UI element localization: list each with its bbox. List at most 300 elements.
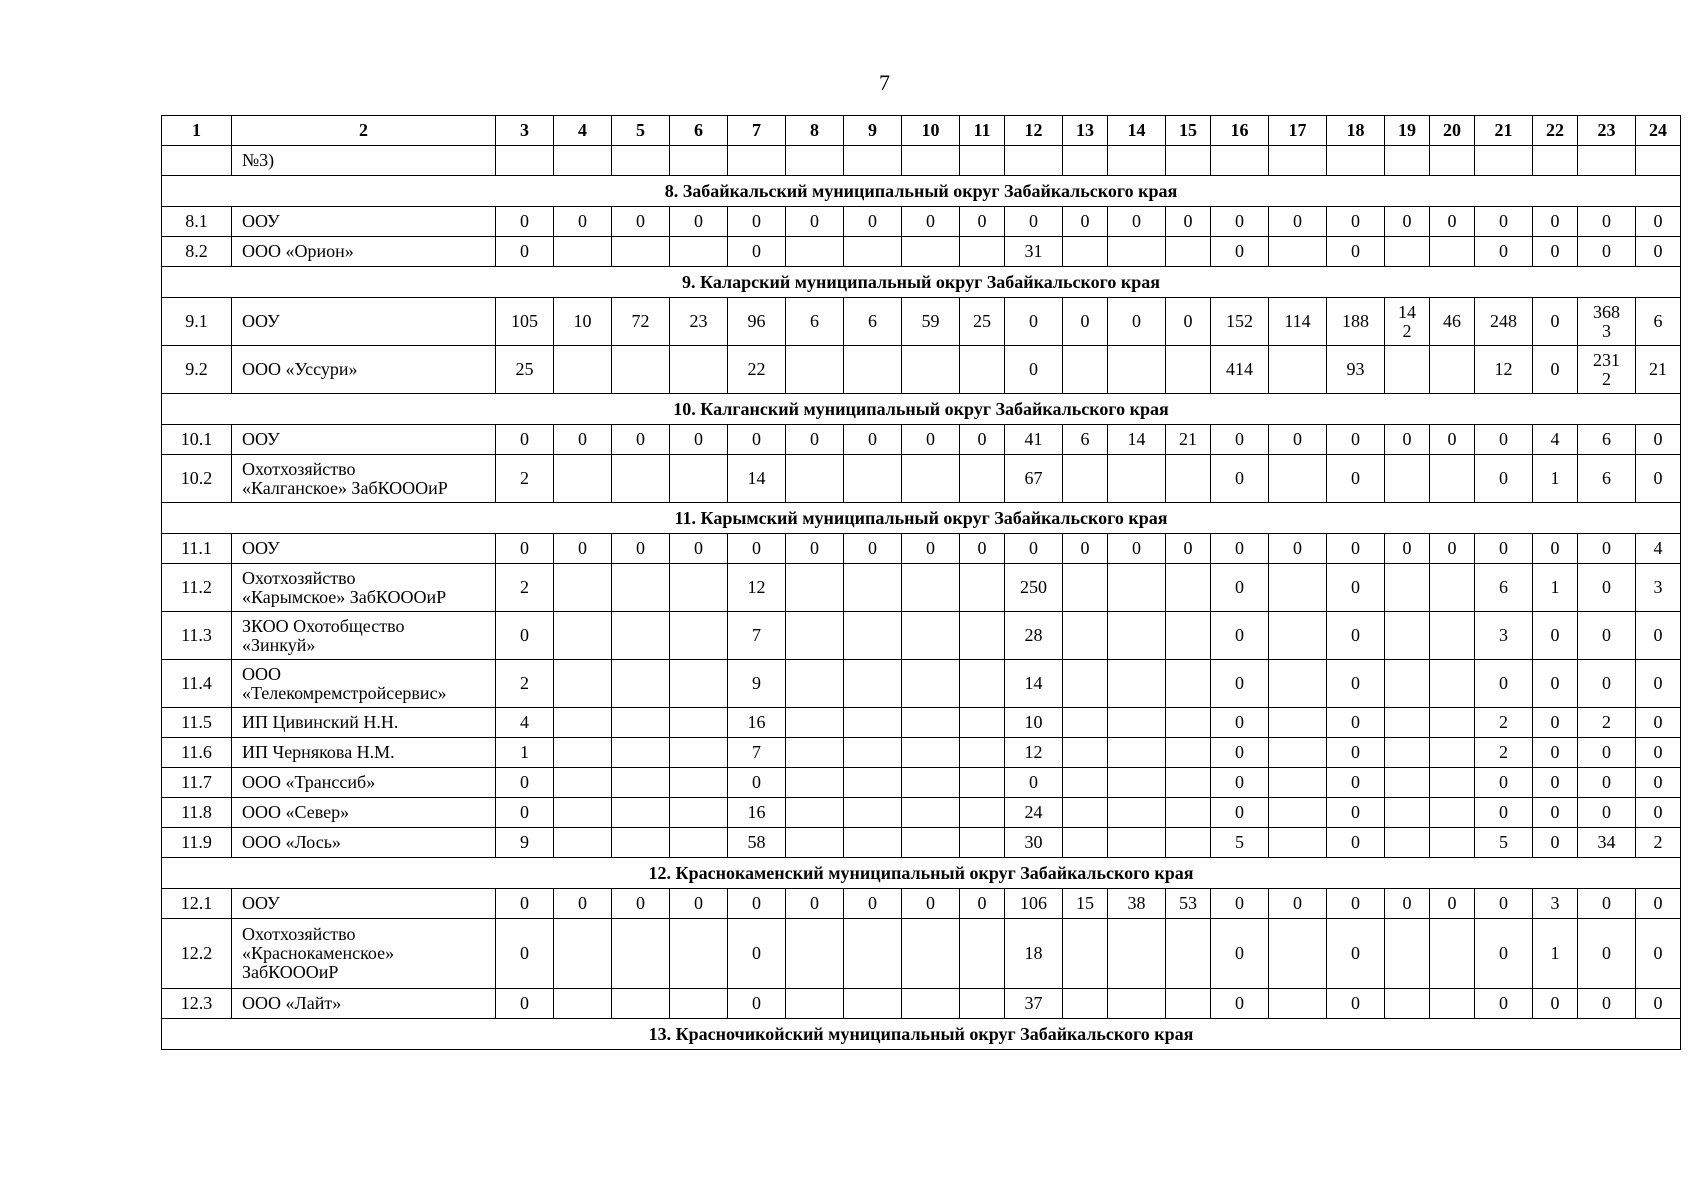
value-cell: 2 — [1578, 708, 1636, 738]
value-cell: 14 — [728, 455, 786, 503]
value-cell: 0 — [1063, 298, 1108, 346]
value-cell: 0 — [1327, 534, 1385, 564]
value-cell — [1063, 660, 1108, 708]
row-number-cell — [162, 146, 232, 176]
value-cell — [1063, 828, 1108, 858]
value-cell: 0 — [1578, 989, 1636, 1019]
value-cell: 6 — [1578, 455, 1636, 503]
value-cell: 0 — [1636, 768, 1681, 798]
value-cell — [1166, 989, 1211, 1019]
column-header: 21 — [1475, 116, 1533, 146]
value-cell — [1063, 346, 1108, 394]
value-cell — [1063, 738, 1108, 768]
value-cell — [1430, 798, 1475, 828]
value-cell — [1108, 346, 1166, 394]
value-cell: 0 — [496, 989, 554, 1019]
value-cell: 0 — [844, 534, 902, 564]
value-cell: 0 — [1636, 738, 1681, 768]
value-cell: 0 — [1475, 768, 1533, 798]
row-name-cell: ООУ — [232, 425, 496, 455]
value-cell: 0 — [1211, 919, 1269, 989]
value-cell — [1385, 237, 1430, 267]
header-row — [162, 116, 1681, 146]
value-cell: 5 — [1475, 828, 1533, 858]
value-cell: 0 — [786, 534, 844, 564]
value-cell — [960, 919, 1005, 989]
value-cell — [1166, 237, 1211, 267]
value-cell: 4 — [1636, 534, 1681, 564]
value-cell — [902, 346, 960, 394]
value-cell: 0 — [1211, 768, 1269, 798]
value-cell: 0 — [1636, 612, 1681, 660]
value-cell — [844, 708, 902, 738]
value-cell: 12 — [728, 564, 786, 612]
value-cell: 0 — [902, 425, 960, 455]
row-number-cell: 9.1 — [162, 298, 232, 346]
value-cell — [554, 146, 612, 176]
value-cell: 2 — [1636, 828, 1681, 858]
value-cell — [612, 828, 670, 858]
value-cell — [1430, 919, 1475, 989]
value-cell — [1475, 146, 1533, 176]
value-cell: 0 — [1636, 989, 1681, 1019]
value-cell: 0 — [1005, 534, 1063, 564]
table-row — [162, 768, 1681, 798]
value-cell — [1108, 660, 1166, 708]
value-cell: 0 — [1005, 768, 1063, 798]
value-cell: 0 — [728, 207, 786, 237]
value-cell: 31 — [1005, 237, 1063, 267]
column-header: 13 — [1063, 116, 1108, 146]
value-cell — [786, 708, 844, 738]
section-row — [162, 1019, 1681, 1050]
value-cell — [786, 768, 844, 798]
value-cell: 0 — [1108, 534, 1166, 564]
value-cell — [1166, 346, 1211, 394]
value-cell — [1166, 919, 1211, 989]
value-cell: 0 — [1475, 534, 1533, 564]
value-cell: 0 — [1533, 346, 1578, 394]
value-cell: 0 — [612, 207, 670, 237]
value-cell — [612, 564, 670, 612]
table-row — [162, 660, 1681, 708]
value-cell — [554, 612, 612, 660]
value-cell: 0 — [786, 889, 844, 919]
value-cell: 0 — [786, 207, 844, 237]
value-cell: 0 — [554, 534, 612, 564]
value-cell — [1430, 455, 1475, 503]
value-cell: 0 — [1211, 798, 1269, 828]
value-cell — [1269, 798, 1327, 828]
value-cell: 0 — [728, 919, 786, 989]
value-cell: 0 — [1533, 828, 1578, 858]
value-cell — [1430, 768, 1475, 798]
row-number-cell: 8.2 — [162, 237, 232, 267]
value-cell: 0 — [1533, 298, 1578, 346]
value-cell — [670, 660, 728, 708]
value-cell: 0 — [960, 425, 1005, 455]
value-cell: 0 — [1636, 207, 1681, 237]
value-cell — [670, 798, 728, 828]
column-header: 24 — [1636, 116, 1681, 146]
value-cell: 6 — [844, 298, 902, 346]
value-cell — [786, 564, 844, 612]
value-cell: 0 — [670, 207, 728, 237]
row-number-cell: 11.1 — [162, 534, 232, 564]
column-header: 1 — [162, 116, 232, 146]
row-number-cell: 11.5 — [162, 708, 232, 738]
value-cell: 0 — [1475, 455, 1533, 503]
value-cell — [1108, 738, 1166, 768]
value-cell — [1385, 660, 1430, 708]
value-cell: 0 — [1005, 346, 1063, 394]
value-cell — [1430, 828, 1475, 858]
value-cell: 0 — [1063, 534, 1108, 564]
value-cell: 0 — [1578, 798, 1636, 828]
section-row — [162, 176, 1681, 207]
row-name-cell: ООО «Лось» — [232, 828, 496, 858]
value-cell — [844, 660, 902, 708]
row-number-cell: 8.1 — [162, 207, 232, 237]
value-cell — [1269, 564, 1327, 612]
value-cell: 0 — [496, 798, 554, 828]
value-cell: 0 — [1430, 425, 1475, 455]
value-cell — [902, 798, 960, 828]
value-cell — [902, 738, 960, 768]
value-cell: 0 — [1578, 564, 1636, 612]
value-cell — [844, 828, 902, 858]
value-cell — [554, 919, 612, 989]
value-cell — [960, 798, 1005, 828]
value-cell: 0 — [1636, 798, 1681, 828]
table-row — [162, 207, 1681, 237]
value-cell: 0 — [1636, 455, 1681, 503]
value-cell: 21 — [1636, 346, 1681, 394]
row-number-cell: 12.2 — [162, 919, 232, 989]
value-cell — [1385, 346, 1430, 394]
value-cell — [670, 237, 728, 267]
value-cell: 0 — [728, 237, 786, 267]
value-cell — [670, 919, 728, 989]
column-header: 7 — [728, 116, 786, 146]
column-header: 2 — [232, 116, 496, 146]
value-cell: 0 — [1211, 708, 1269, 738]
value-cell: 18 — [1005, 919, 1063, 989]
value-cell: 38 — [1108, 889, 1166, 919]
value-cell: 0 — [1533, 612, 1578, 660]
value-cell: 0 — [554, 425, 612, 455]
value-cell — [1385, 798, 1430, 828]
value-cell — [960, 612, 1005, 660]
value-cell — [960, 708, 1005, 738]
column-header: 15 — [1166, 116, 1211, 146]
value-cell — [554, 660, 612, 708]
value-cell: 0 — [1327, 425, 1385, 455]
column-header: 4 — [554, 116, 612, 146]
table-row — [162, 738, 1681, 768]
value-cell: 0 — [844, 889, 902, 919]
section-title: 8. Забайкальский муниципальный округ Забайкальского края — [162, 176, 1681, 207]
value-cell: 3 — [1533, 889, 1578, 919]
row-name-cell: ООУ — [232, 534, 496, 564]
value-cell: 25 — [960, 298, 1005, 346]
row-number-cell: 12.1 — [162, 889, 232, 919]
value-cell: 0 — [960, 534, 1005, 564]
value-cell — [1166, 660, 1211, 708]
value-cell: 30 — [1005, 828, 1063, 858]
value-cell: 25 — [496, 346, 554, 394]
value-cell — [786, 455, 844, 503]
table-row — [162, 237, 1681, 267]
value-cell — [1108, 798, 1166, 828]
value-cell: 0 — [1211, 207, 1269, 237]
value-cell: 0 — [1005, 298, 1063, 346]
value-cell — [554, 738, 612, 768]
value-cell: 0 — [496, 237, 554, 267]
value-cell: 0 — [554, 889, 612, 919]
value-cell — [786, 919, 844, 989]
section-title: 9. Каларский муниципальный округ Забайкальского края — [162, 267, 1681, 298]
row-name-cell: ЗКОО Охотобщество «Зинкуй» — [232, 612, 496, 660]
value-cell — [496, 146, 554, 176]
value-cell: 0 — [496, 534, 554, 564]
table-row — [162, 889, 1681, 919]
value-cell: 0 — [670, 534, 728, 564]
value-cell — [612, 919, 670, 989]
value-cell — [1108, 989, 1166, 1019]
value-cell — [1063, 919, 1108, 989]
value-cell: 0 — [1327, 738, 1385, 768]
value-cell: 0 — [1475, 919, 1533, 989]
value-cell — [670, 346, 728, 394]
value-cell — [612, 738, 670, 768]
value-cell: 6 — [1063, 425, 1108, 455]
value-cell: 59 — [902, 298, 960, 346]
value-cell: 0 — [1385, 207, 1430, 237]
value-cell: 0 — [1385, 534, 1430, 564]
value-cell: 0 — [1063, 207, 1108, 237]
value-cell: 250 — [1005, 564, 1063, 612]
row-name-cell: ООО «Лайт» — [232, 989, 496, 1019]
value-cell — [670, 828, 728, 858]
value-cell: 0 — [612, 534, 670, 564]
value-cell — [612, 989, 670, 1019]
value-cell: 0 — [1269, 207, 1327, 237]
value-cell: 1 — [496, 738, 554, 768]
value-cell: 0 — [1327, 798, 1385, 828]
value-cell: 105 — [496, 298, 554, 346]
value-cell: 0 — [1327, 708, 1385, 738]
value-cell: 37 — [1005, 989, 1063, 1019]
value-cell — [1578, 146, 1636, 176]
value-cell: 0 — [1108, 207, 1166, 237]
value-cell: 0 — [612, 425, 670, 455]
value-cell: 0 — [1269, 534, 1327, 564]
column-header: 22 — [1533, 116, 1578, 146]
value-cell — [1063, 564, 1108, 612]
value-cell: 0 — [496, 889, 554, 919]
value-cell: 0 — [844, 425, 902, 455]
value-cell — [960, 455, 1005, 503]
row-number-cell: 12.3 — [162, 989, 232, 1019]
value-cell: 0 — [902, 207, 960, 237]
row-name-cell: Охотхозяйство «Краснокаменское» ЗабКОООиР — [232, 919, 496, 989]
row-number-cell: 10.2 — [162, 455, 232, 503]
value-cell: 16 — [728, 798, 786, 828]
value-cell — [554, 564, 612, 612]
column-header: 14 — [1108, 116, 1166, 146]
column-header: 5 — [612, 116, 670, 146]
table-row — [162, 298, 1681, 346]
value-cell — [1430, 989, 1475, 1019]
column-header: 6 — [670, 116, 728, 146]
column-header: 3 — [496, 116, 554, 146]
value-cell — [1269, 237, 1327, 267]
value-cell: 0 — [1211, 738, 1269, 768]
table-row — [162, 989, 1681, 1019]
column-header: 19 — [1385, 116, 1430, 146]
value-cell — [670, 738, 728, 768]
value-cell — [1166, 708, 1211, 738]
value-cell: 0 — [1533, 207, 1578, 237]
value-cell: 0 — [1475, 889, 1533, 919]
value-cell — [902, 989, 960, 1019]
value-cell: 231 2 — [1578, 346, 1636, 394]
table-row — [162, 425, 1681, 455]
value-cell — [1269, 919, 1327, 989]
value-cell — [844, 798, 902, 828]
value-cell — [1533, 146, 1578, 176]
value-cell: 0 — [1578, 612, 1636, 660]
value-cell: 1 — [1533, 564, 1578, 612]
value-cell: 0 — [496, 425, 554, 455]
value-cell: 7 — [728, 612, 786, 660]
value-cell — [670, 455, 728, 503]
value-cell: 0 — [1385, 889, 1430, 919]
value-cell — [844, 612, 902, 660]
value-cell: 0 — [1211, 534, 1269, 564]
row-name-cell: ИП Цивинский Н.Н. — [232, 708, 496, 738]
value-cell — [1385, 738, 1430, 768]
value-cell: 0 — [1636, 889, 1681, 919]
value-cell: 2 — [496, 564, 554, 612]
value-cell: 0 — [1475, 989, 1533, 1019]
row-name-cell: ООО «Север» — [232, 798, 496, 828]
row-name-cell: ООУ — [232, 889, 496, 919]
value-cell — [1430, 660, 1475, 708]
value-cell: 0 — [1578, 889, 1636, 919]
value-cell — [1327, 146, 1385, 176]
value-cell — [1166, 146, 1211, 176]
value-cell — [1269, 346, 1327, 394]
value-cell — [1108, 564, 1166, 612]
value-cell: 0 — [1475, 207, 1533, 237]
value-cell: 7 — [728, 738, 786, 768]
value-cell: 0 — [1327, 889, 1385, 919]
value-cell — [1063, 708, 1108, 738]
table-row — [162, 455, 1681, 503]
value-cell: 0 — [1636, 237, 1681, 267]
value-cell — [1269, 146, 1327, 176]
value-cell — [1063, 768, 1108, 798]
value-cell: 0 — [960, 889, 1005, 919]
value-cell — [1063, 798, 1108, 828]
value-cell: 0 — [1578, 207, 1636, 237]
value-cell: 0 — [1166, 298, 1211, 346]
value-cell: 41 — [1005, 425, 1063, 455]
value-cell — [960, 660, 1005, 708]
value-cell: 0 — [1578, 534, 1636, 564]
value-cell — [554, 989, 612, 1019]
value-cell — [1166, 455, 1211, 503]
value-cell — [1063, 612, 1108, 660]
value-cell: 0 — [1578, 919, 1636, 989]
value-cell — [960, 828, 1005, 858]
value-cell — [612, 612, 670, 660]
value-cell: 0 — [1475, 237, 1533, 267]
value-cell: 0 — [1166, 534, 1211, 564]
value-cell — [1385, 146, 1430, 176]
value-cell — [612, 237, 670, 267]
value-cell: 3 — [1636, 564, 1681, 612]
value-cell: 0 — [1108, 298, 1166, 346]
value-cell: 0 — [1636, 660, 1681, 708]
value-cell: 10 — [1005, 708, 1063, 738]
value-cell: 0 — [1327, 919, 1385, 989]
value-cell: 0 — [1636, 425, 1681, 455]
value-cell — [844, 237, 902, 267]
value-cell — [1166, 612, 1211, 660]
value-cell: 14 — [1108, 425, 1166, 455]
value-cell — [902, 237, 960, 267]
value-cell: 9 — [728, 660, 786, 708]
value-cell — [1005, 146, 1063, 176]
value-cell — [1385, 768, 1430, 798]
value-cell: 0 — [960, 207, 1005, 237]
value-cell: 2 — [496, 455, 554, 503]
row-number-cell: 11.6 — [162, 738, 232, 768]
value-cell — [554, 708, 612, 738]
value-cell — [670, 708, 728, 738]
row-name-cell: ООО «Транссиб» — [232, 768, 496, 798]
value-cell — [902, 564, 960, 612]
value-cell: 12 — [1005, 738, 1063, 768]
value-cell: 0 — [728, 534, 786, 564]
section-row — [162, 267, 1681, 298]
value-cell — [1385, 989, 1430, 1019]
value-cell — [960, 564, 1005, 612]
value-cell: 23 — [670, 298, 728, 346]
data-table — [161, 115, 1681, 1050]
value-cell: 22 — [728, 346, 786, 394]
value-cell — [786, 738, 844, 768]
row-number-cell: 11.3 — [162, 612, 232, 660]
value-cell: 0 — [1327, 989, 1385, 1019]
value-cell: 4 — [496, 708, 554, 738]
value-cell: 0 — [1578, 768, 1636, 798]
value-cell: 6 — [1578, 425, 1636, 455]
row-number-cell: 11.9 — [162, 828, 232, 858]
value-cell — [844, 738, 902, 768]
value-cell — [960, 146, 1005, 176]
value-cell: 16 — [728, 708, 786, 738]
value-cell — [902, 708, 960, 738]
value-cell: 14 — [1005, 660, 1063, 708]
table-row — [162, 919, 1681, 989]
row-number-cell: 11.4 — [162, 660, 232, 708]
value-cell — [1430, 237, 1475, 267]
value-cell — [1385, 708, 1430, 738]
